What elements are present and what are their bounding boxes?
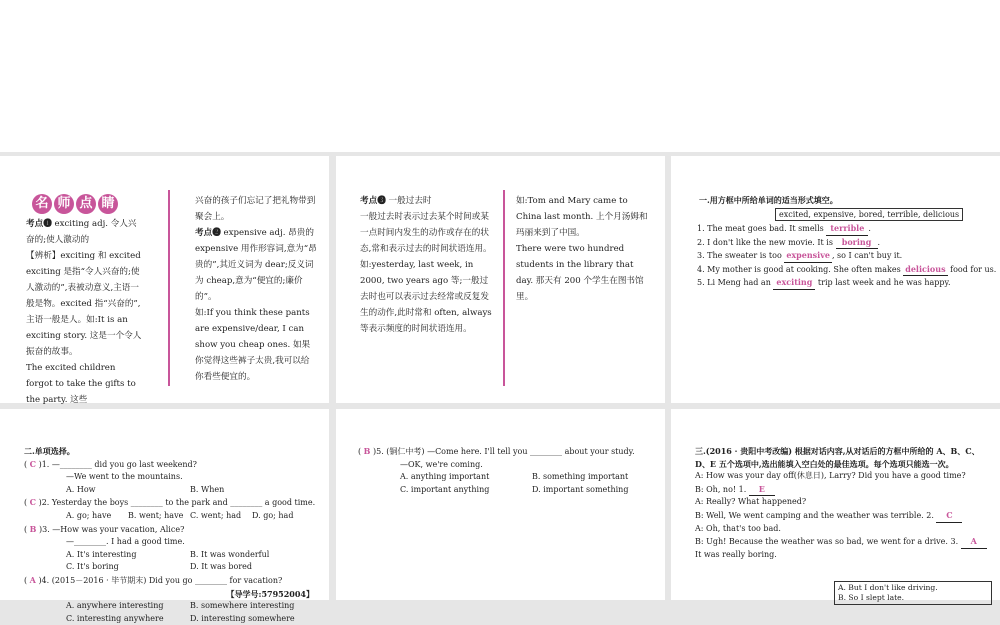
fill-item: 4. My mother is good at cooking. She often makes delicious food for us. [697, 263, 997, 277]
options: C. important anything D. important something [400, 484, 629, 494]
note-para: exciting 是指“令人兴奋的;使人激动的”,表被动意义,主语一般是物。excited 指“兴奋的”,主语一般是人。如:It is an exciting story. 这是一个令人振奋的故事。 [26, 267, 142, 357]
options-box [834, 581, 992, 605]
question: ( A )4. (2015－2016 · 毕节期末) Did you go ________ for vacation? [24, 574, 283, 585]
fill-item: 1. The meat goes bad. It smells terrible . [697, 222, 997, 236]
options: A. It's interesting B. It was wonderful [66, 549, 270, 559]
note-para: 【辨析】exciting 和 excited [26, 251, 141, 261]
answer-blank: terrible [826, 222, 868, 236]
note-para: 考点❶ exciting adj. 令人兴奋的;使人激动的 [26, 219, 137, 245]
options: A. anything important B. something important [400, 472, 629, 482]
dialogue-line: A: Really? What happened? [695, 497, 807, 507]
slide-panel-2[interactable] [336, 156, 665, 403]
slide-panel-5[interactable] [336, 409, 665, 600]
note-para: 兴奋的孩子们忘记了把礼物带到聚会上。 [195, 196, 316, 222]
slide-panel-6[interactable] [671, 409, 1000, 600]
fill-item: 3. The sweater is too expensive , so I can't buy it. [697, 249, 997, 263]
note-column-left [360, 193, 493, 337]
note-para: 考点❸ 一般过去时 [360, 196, 432, 206]
note-column-right [195, 193, 317, 385]
options: A. How B. When [66, 484, 225, 494]
option-item: B. So I slept late. [838, 593, 905, 602]
answer-blank: delicious [903, 263, 947, 277]
exercise-title: 一.用方框中所给单词的适当形式填空。 [699, 195, 838, 205]
question: ( B )3. —How was your vacation, Alice? [24, 523, 185, 534]
question: ( C )1. —________ did you go last weekend? [24, 458, 197, 469]
note-para: The excited children forgot to take the gifts to the party. 这些 [26, 363, 136, 405]
options: A. anywhere interesting B. somewhere interesting [66, 601, 295, 611]
answer: B [29, 523, 37, 534]
note-para: 如:If you think these pants are expensive/dear, I can show you cheap ones. 如果你觉得这些裤子太贵,我可以给你看些便宜的。 [195, 308, 311, 382]
note-para: 一般过去时表示过去某个时间或某一点时间内发生的动作或存在的状态,常和表示过去的时间状语连用。如:yesterday, last week, in 2000, two years ago 等;一般过去时也可以表示过去经常或反复发生的动作,此时常和 often, always 等表示频度的时间状语连用。 [360, 212, 492, 334]
option-item: A. But I don't like driving. [838, 583, 938, 592]
question: ( B )5. (铜仁中考) —Come here. I'll tell you ________ about your study. [358, 446, 635, 456]
blank-top-area [0, 0, 1000, 152]
note-para: 考点❷ expensive adj. 昂贵的 expensive 用作形容词,意为“昂贵的”,其近义词为 dear;反义词为 cheap,意为“便宜的;廉价的”。 [195, 228, 317, 302]
note-column-left [26, 216, 144, 408]
fill-item: 2. I don't like the new movie. It is boring . [697, 236, 997, 250]
fill-item: 5. Li Meng had an exciting trip last week and he was happy. [697, 276, 997, 290]
fill-in-list [697, 222, 997, 290]
divider [168, 190, 170, 386]
famous-teacher-badge [32, 194, 118, 214]
dialogue-line: B: Ugh! Because the weather was so bad, we went for a drive. 3. A It was really boring. [695, 535, 989, 561]
answer-blank: boring [836, 236, 878, 250]
answer: C [29, 497, 37, 508]
slide-panel-3[interactable] [671, 156, 1000, 403]
badge-char: 师 [54, 194, 74, 214]
answer-blank: E [749, 483, 775, 497]
answer: A [29, 574, 36, 585]
answer-blank: A [961, 535, 987, 549]
answer-blank: expensive [784, 249, 832, 263]
multiple-choice: 二.单项选择。 ( C )1. —________ did you go last weekend? —We went to the mountains. A. How B. When ( C )2. Yesterday the boys ________ to the park and ________ a good time. A. go; have B. went; have C. went; had D. go; had ( B )3. —How was your vacation, Alice? —________. I had a good time. A. It's interesting B. It was wonderful C. It's boring D. It was bored ( A )4. (2015－2016 · 毕节期末) Did you go ________ for vacation? 【导学号:57952004】 A. anywhere interesting B. somewhere interesting C. interesting anywhere D. interesting somewhere [24, 445, 324, 625]
answer-blank: C [936, 509, 962, 523]
note-para: There were two hundred students in the library that day. 那天有 200 个学生在图书馆里。 [516, 244, 644, 302]
exercise-title: 三.(2016 · 贵阳中考改编) 根据对话内容,从对话后的方框中所给的 A、B、C、D、E 五个选项中,选出能填入空白处的最佳选项。每个选项只能选一次。 [695, 446, 980, 469]
note-para: 如:Tom and Mary came to China last month. 上个月汤姆和玛丽来到了中国。 [516, 196, 648, 238]
answer: B [363, 446, 371, 456]
multiple-choice: ( B )5. (铜仁中考) —Come here. I'll tell you ________ about your study. —OK, we're coming. A. anything important B. something important C. important anything D. important something [358, 445, 658, 496]
answer: C [29, 458, 37, 469]
badge-char: 睛 [98, 194, 118, 214]
dialogue-line: B: Oh, no! 1. E [695, 483, 989, 497]
note-column-right [516, 193, 652, 305]
slide-panel-4[interactable] [0, 409, 329, 623]
options: C. interesting anywhere D. interesting somewhere [66, 613, 295, 623]
word-box: excited, expensive, bored, terrible, delicious [775, 208, 963, 221]
reference-number: 【导学号:57952004】 [226, 588, 314, 599]
badge-char: 点 [76, 194, 96, 214]
dialogue-line: B: Well, We went camping and the weather was terrible. 2. C [695, 509, 989, 523]
options: A. go; have B. went; have C. went; had D. go; had [66, 510, 294, 520]
badge-char: 名 [32, 194, 52, 214]
options: C. It's boring D. It was bored [66, 562, 253, 572]
exercise-title: 二.单项选择。 [24, 446, 75, 456]
dialogue-exercise [695, 445, 989, 561]
divider [503, 190, 505, 386]
answer-blank: exciting [773, 276, 815, 290]
slide-panel-1[interactable] [0, 156, 329, 403]
dialogue-line: A: Oh, that's too bad. [695, 523, 781, 533]
dialogue-line: A: How was your day off(休息日), Larry? Did you have a good time? [695, 471, 966, 481]
question: ( C )2. Yesterday the boys ________ to the park and ________ a good time. [24, 497, 316, 508]
